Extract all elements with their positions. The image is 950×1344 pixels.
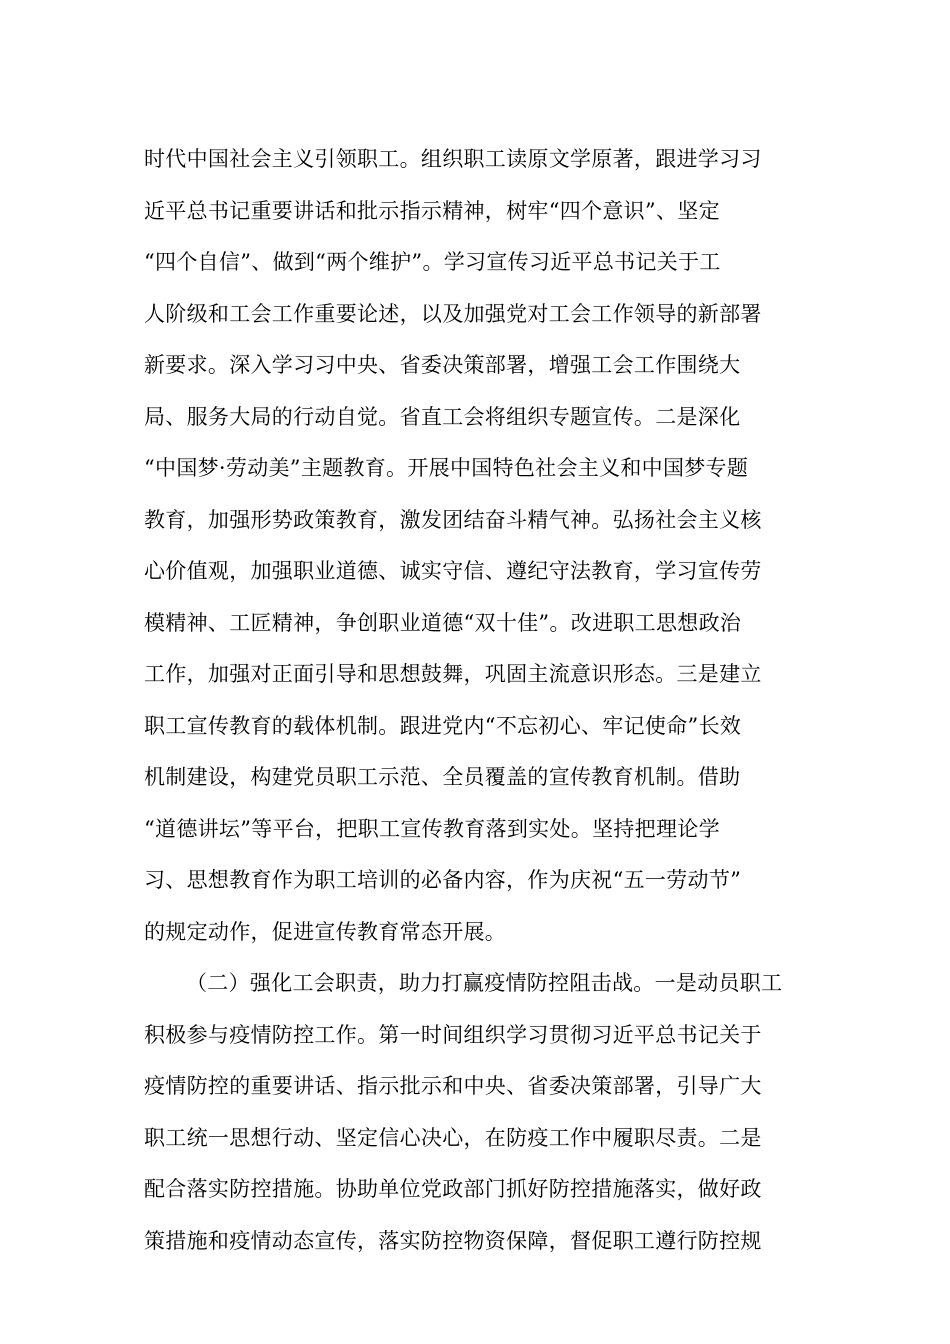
text-line: 时代中国社会主义引领职工。组织职工读原文学原著，跟进学习习 — [144, 147, 762, 171]
text-line: “道德讲坛”等平台，把职工宣传教育落到实处。坚持把理论学 — [144, 816, 720, 841]
text-line: 心价值观，加强职业道德、诚实守信、遵纪守法教育，学习宣传劳 — [144, 559, 762, 583]
text-line: “中国梦·劳动美”主题教育。开展中国特色社会主义和中国梦专题 — [144, 456, 749, 480]
text-line: 配合落实防控措施。协助单位党政部门抓好防控措施落实，做好政 — [144, 1177, 762, 1201]
text-line: 机制建设，构建党员职工示范、全员覆盖的宣传教育机制。借助 — [144, 765, 741, 789]
text-line: 策措施和疫情动态宣传，落实防控物资保障，督促职工遵行防控规 — [144, 1228, 762, 1253]
text-line: 工作，加强对正面引导和思想鼓舞，巩固主流意识形态。三是建立 — [144, 662, 762, 686]
text-line: 习、思想教育作为职工培训的必备内容，作为庆祝“五一劳动节” — [144, 868, 742, 892]
text-line: 模精神、工匠精神，争创职业道德“双十佳”。改进职工思想政治 — [144, 610, 742, 635]
text-line: 疫情防控的重要讲话、指示批示和中央、省委决策部署，引导广大 — [144, 1074, 762, 1098]
text-line: 新要求。深入学习习中央、省委决策部署，增强工会工作围绕大 — [144, 353, 741, 377]
text-line: 教育，加强形势政策教育，激发团结奋斗精气神。弘扬社会主义核 — [144, 507, 762, 532]
section-heading-line: （二）强化工会职责，助力打赢疫情防控阻击战。一是动员职工 — [186, 971, 783, 995]
text-line: “四个自信”、做到“两个维护”。学习宣传习近平总书记关于工 — [144, 250, 721, 274]
text-line: 职工宣传教育的载体机制。跟进党内“不忘初心、牢记使命”长效 — [144, 713, 742, 738]
text-line: 的规定动作，促进宣传教育常态开展。 — [144, 919, 507, 944]
text-line: 近平总书记重要讲话和批示指示精神，树牢“四个意识”、坚定 — [144, 198, 720, 223]
body-text — [144, 134, 809, 1267]
text-line: 人阶级和工会工作重要论述，以及加强党对工会工作领导的新部署 — [144, 301, 762, 326]
text-line: 局、服务大局的行动自觉。省直工会将组织专题宣传。二是深化 — [144, 404, 741, 429]
text-line: 积极参与疫情防控工作。第一时间组织学习贯彻习近平总书记关于 — [144, 1022, 762, 1047]
text-line: 职工统一思想行动、坚定信心决心，在防疫工作中履职尽责。二是 — [144, 1125, 762, 1150]
